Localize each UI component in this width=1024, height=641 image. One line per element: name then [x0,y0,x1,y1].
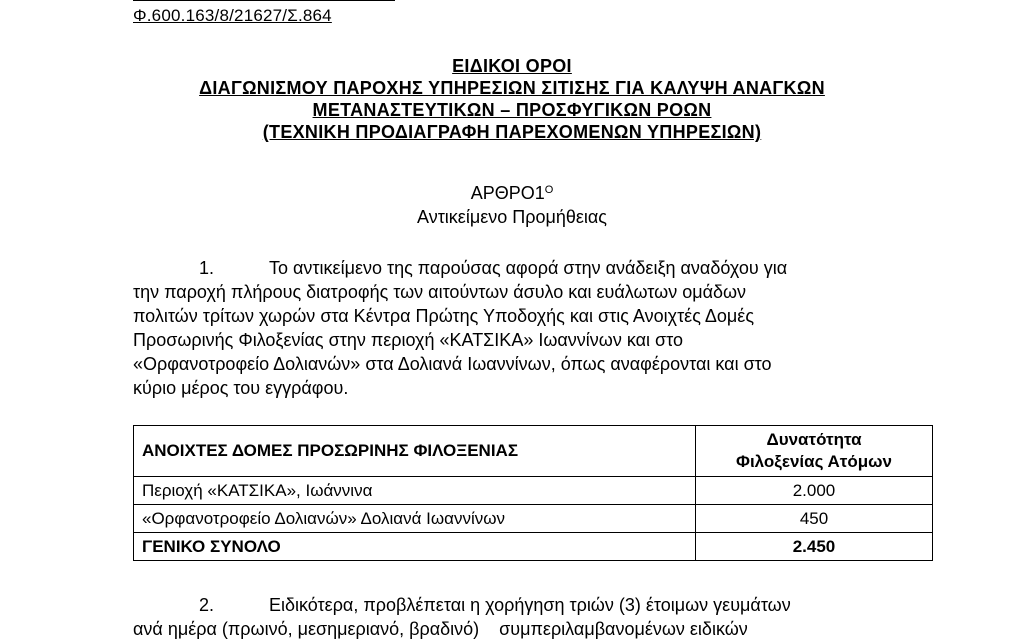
paragraph-1-line: πολιτών τρίτων χωρών στα Κέντρα Πρώτης Υποδοχής και στις Ανοιχτές Δομές [133,306,754,326]
paragraph-1-line: Προσωρινής Φιλοξενίας στην περιοχή «ΚΑΤΣΙΚΑ» Ιωαννίνων και στο [133,330,684,350]
table-header-row [134,426,933,477]
table-row [134,505,933,533]
paragraph-1-number: 1. [199,258,215,278]
heading-tender: ΔΙΑΓΩΝΙΣΜΟΥ ΠΑΡΟΧΗΣ ΥΠΗΡΕΣΙΩΝ ΣΙΤΙΣΗΣ ΓΙΑ ΚΑΛΥΨΗ ΑΝΑΓΚΩΝ [199,78,825,98]
paragraph-1-line: «Ορφανοτροφείο Δολιανών» στα Δολιανά Ιωαννίνων, όπως αναφέρονται και στο [133,354,772,374]
heading-technical-spec: (ΤΕΧΝΙΚΗ ΠΡΟΔΙΑΓΡΑΦΗ ΠΑΡΕΧΟΜΕΝΩΝ ΥΠΗΡΕΣΙΩΝ) [262,122,762,142]
paragraph-1-line: 1. Το αντικείμενο της παρούσας αφορά στην ανάδειξη αναδόχου για [199,258,788,278]
table-total-row [134,533,933,561]
facility-capacity: 2.000 [696,477,933,505]
total-label: ΓΕΝΙΚΟ ΣΥΝΟΛΟ [134,533,696,561]
facility-name: Περιοχή «ΚΑΤΣΙΚΑ», Ιωάννινα [134,477,696,505]
article-title-text: ΑΡΘΡΟ1 [470,183,545,203]
article-subtitle: Αντικείμενο Προμήθειας [417,207,607,227]
table-row [134,477,933,505]
total-value: 2.450 [696,533,933,561]
paragraph-2 [133,593,933,641]
paragraph-2-number: 2. [199,595,215,615]
paragraph-2-line: 2. Ειδικότερα, προβλέπεται η χορήγηση τριών (3) έτοιμων γευμάτων [199,595,791,615]
paragraph-2-line: ανά ημέρα (πρωινό, μεσημεριανό, βραδινό) συμπεριλαμβανομένων ειδικών [133,619,748,639]
article-title [0,182,1024,204]
table-header-facilities: ΑΝΟΙΧΤΕΣ ΔΟΜΕΣ ΠΡΟΣΩΡΙΝΗΣ ΦΙΛΟΞΕΝΙΑΣ [134,426,696,477]
capacity-table [133,425,933,561]
facility-name: «Ορφανοτροφείο Δολιανών» Δολιανά Ιωαννίνων [134,505,696,533]
paragraph-1-line: κύριο μέρος του εγγράφου. [133,378,349,398]
article-title-sup: Ο [544,184,554,196]
top-rule [133,0,395,1]
document-reference: Φ.600.163/8/21627/Σ.864 [133,6,332,25]
facility-capacity: 450 [696,505,933,533]
heading-migration-flows: ΜΕΤΑΝΑΣΤΕΥΤΙΚΩΝ – ΠΡΟΣΦΥΓΙΚΩΝ ΡΟΩΝ [312,100,712,120]
paragraph-1-line: την παροχή πλήρους διατροφής των αιτούντων άσυλο και ευάλωτων ομάδων [133,282,747,302]
heading-special-terms: ΕΙΔΙΚΟΙ ΟΡΟΙ [452,56,572,76]
paragraph-1 [133,256,933,400]
table-header-capacity: Δυνατότητα Φιλοξενίας Ατόμων [696,426,933,477]
